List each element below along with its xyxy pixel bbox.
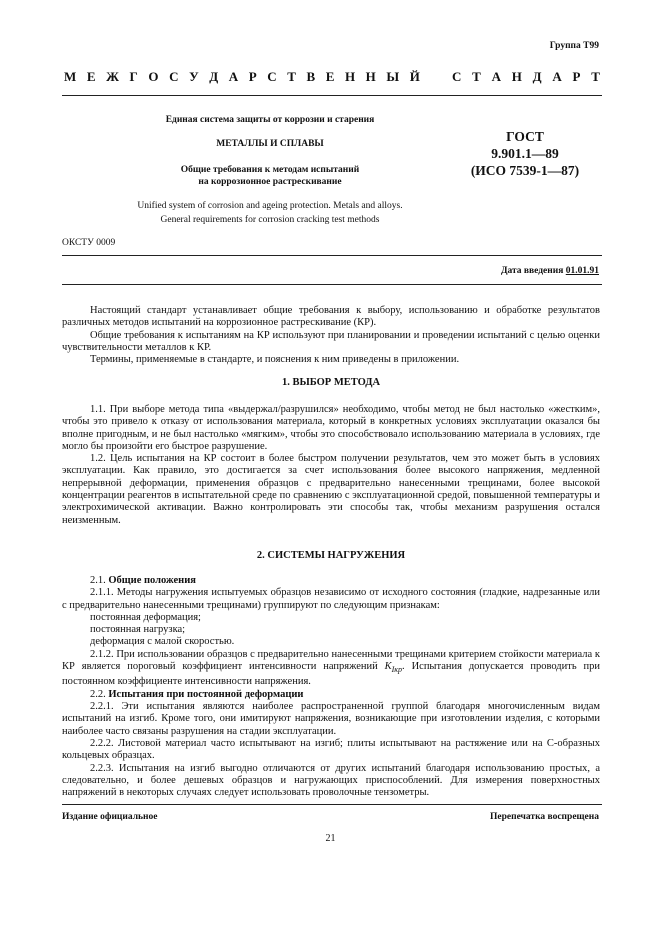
paragraph-2-1-1: 2.1.1. Методы нагружения испытуемых образцов независимо от исходного состояния (гладкие, надрезанные или с предварительно нанесенными трещинами) группируют по следующим признакам: [62,587,600,611]
header-letter: Д [209,69,219,84]
introduction-date-label: Дата введения [500,266,564,276]
designation-iso: (ИСО 7539-1—87) [470,163,580,178]
footer-rule [62,804,602,805]
paragraph-2-2-2: 2.2.2. Листовой материал часто испытывают на изгиб; плиты испытывают на растяжение или на С-образных кольцевых образцах. [62,737,600,762]
subsection-2-1-title: Общие положения [108,575,196,586]
paragraph-1-2: 1.2. Цель испытания на КР состоит в более быстром получении результатов, чем это может быть в условиях эксплуатации. Как правило, это достигается за счет использования более высокого напряжения, медленной непрерывной деформации, применения образцов с предварительно нанесенными трещинами, более высокой концентрации реагентов в испытательной среде по сравнению с эксплуатационной средой, повышенной температуры и электрохимической активации. Важно контролировать эти способы так, чтобы механизм разрушения остался неизменным. [62,453,600,526]
okstu-code: ОКСТУ 0009 [62,238,116,248]
header-letter: А [552,69,562,84]
header-letter: М [64,69,77,84]
subsection-2-1-heading [62,575,600,587]
intro-paragraph-2: Общие требования к испытаниям на КР используют при планировании и проведении испытаний с целью оценки чувствительности металлов к КР. [62,329,600,353]
section-2-heading: 2. СИСТЕМЫ НАГРУЖЕНИЯ [256,550,406,561]
designation-gost: ГОСТ [506,129,544,144]
introduction-date-value: 01.01.91 [565,266,599,276]
list-item: деформация с малой скоростью. [90,636,235,648]
header-letter: С [169,69,179,84]
main-title [110,164,430,188]
section-1-heading: 1. ВЫБОР МЕТОДА [281,377,381,388]
standard-header [64,69,600,85]
paragraph-2-2-3: 2.2.3. Испытания на изгиб выгодно отличаются от других испытаний благодаря использованию простых, а следовательно, и более дешевых образцов и нагружающих приспособлений. Для измерения поверхностных напряжений в некоторых случаях следует использовать проволочные тензометры. [62,762,600,799]
paragraph-2-1-2-text-b: . Испытания допускается проводить при постоянном коэффициенте интенсивности напряжения. [62,661,601,688]
threshold-subscript: Iкр [391,665,403,675]
section-2-text [62,575,600,799]
paragraph-2-1-2-text-a: 2.1.2. При использовании образцов с предварительно нанесенными трещинами критерием стойкости материала к КР является пороговый коэффициент интенсивности напряжений [62,648,600,673]
header-letter: Н [365,69,376,84]
intro-paragraph-1: Настоящий стандарт устанавливает общие требования к выбору, использованию и обработке результатов различных методов испытаний на коррозионное растрескивание (КР). [62,305,600,329]
paragraph-2-2-1: 2.2.1. Эти испытания являются наиболее распространенной группой благодаря многочисленным видам испытаний на изгиб. Кроме того, они имитируют напряжения, возникающие при изготовлении изделия, с которыми наиболее часто связаны разрушения на стадии эксплуатации. [62,701,600,737]
header-letter: Ж [106,69,119,84]
reprint-prohibited-note: Перепечатка воспрещена [489,812,599,822]
header-letter: Ы [386,69,400,84]
paragraph-2-1-2 [62,649,600,689]
header-letter: Т [287,69,296,84]
subsection-2-1-number: 2.1. [90,575,106,586]
header-letter: Е [325,69,335,84]
header-word-standard [452,69,600,85]
header-letter: А [228,69,239,84]
english-title [90,199,450,227]
page-number: 21 [325,833,336,844]
main-title-line-1: Общие требования к методам испытаний [180,165,360,175]
intro-paragraph-3: Термины, применяемые в стандарте, и пояснения к ним приведены в приложении. [90,354,460,366]
header-rule [62,95,602,96]
date-rule [62,284,602,285]
header-letter: Р [248,69,257,84]
header-letter: Н [511,69,522,84]
main-title-line-2: на коррозионное растрескивание [198,177,342,187]
header-letter: С [267,69,277,84]
paragraph-1-1: 1.1. При выборе метода типа «выдержал/разрушился» необходимо, чтобы метод не был настолько «жестким», чтобы это привело к отказу от использования материала, который в конкретных условиях эксплуатации оказался бы вполне пригодным, и не был настолько «мягким», чтобы это способствовало использованию материала в условиях, где могло бы произойти его быстрое разрушение. [62,404,600,452]
header-word-interstate [64,69,420,85]
standard-designation [462,128,588,179]
subsection-2-2-number: 2.2. [90,688,106,700]
header-letter: С [452,69,462,84]
header-letter: В [306,69,316,84]
header-letter: Т [591,69,600,84]
group-code: Группа Т99 [549,41,599,51]
header-letter: У [189,69,199,84]
header-letter: Р [572,69,581,84]
okstu-rule [62,255,602,256]
header-letter: А [491,69,501,84]
list-item: постоянная деформация; [90,611,201,623]
english-title-line-1: Unified system of corrosion and ageing protection. Metals and alloys. [137,201,403,211]
header-letter: Д [532,69,542,84]
subsection-2-2-title: Испытания при постоянной деформации [108,688,304,700]
list-item: постоянная нагрузка; [90,624,186,636]
designation-number: 9.901.1—89 [491,146,559,161]
header-letter: Н [344,69,356,84]
header-letter: Е [86,69,96,84]
official-edition-note: Издание официальное [62,812,158,822]
header-letter: Т [472,69,481,84]
threshold-symbol: K [384,661,392,673]
header-letter: Й [409,69,420,84]
subject-title: МЕТАЛЛЫ И СПЛАВЫ [216,139,324,149]
section-1-text [62,404,600,527]
header-letter: Г [129,69,138,84]
english-title-line-2: General requirements for corrosion cracking test methods [160,215,380,225]
intro-text [62,305,600,366]
introduction-date [501,266,599,276]
header-letter: О [148,69,159,84]
subsection-2-2-heading [62,689,600,701]
system-title: Единая система защиты от коррозии и старения [165,115,375,125]
